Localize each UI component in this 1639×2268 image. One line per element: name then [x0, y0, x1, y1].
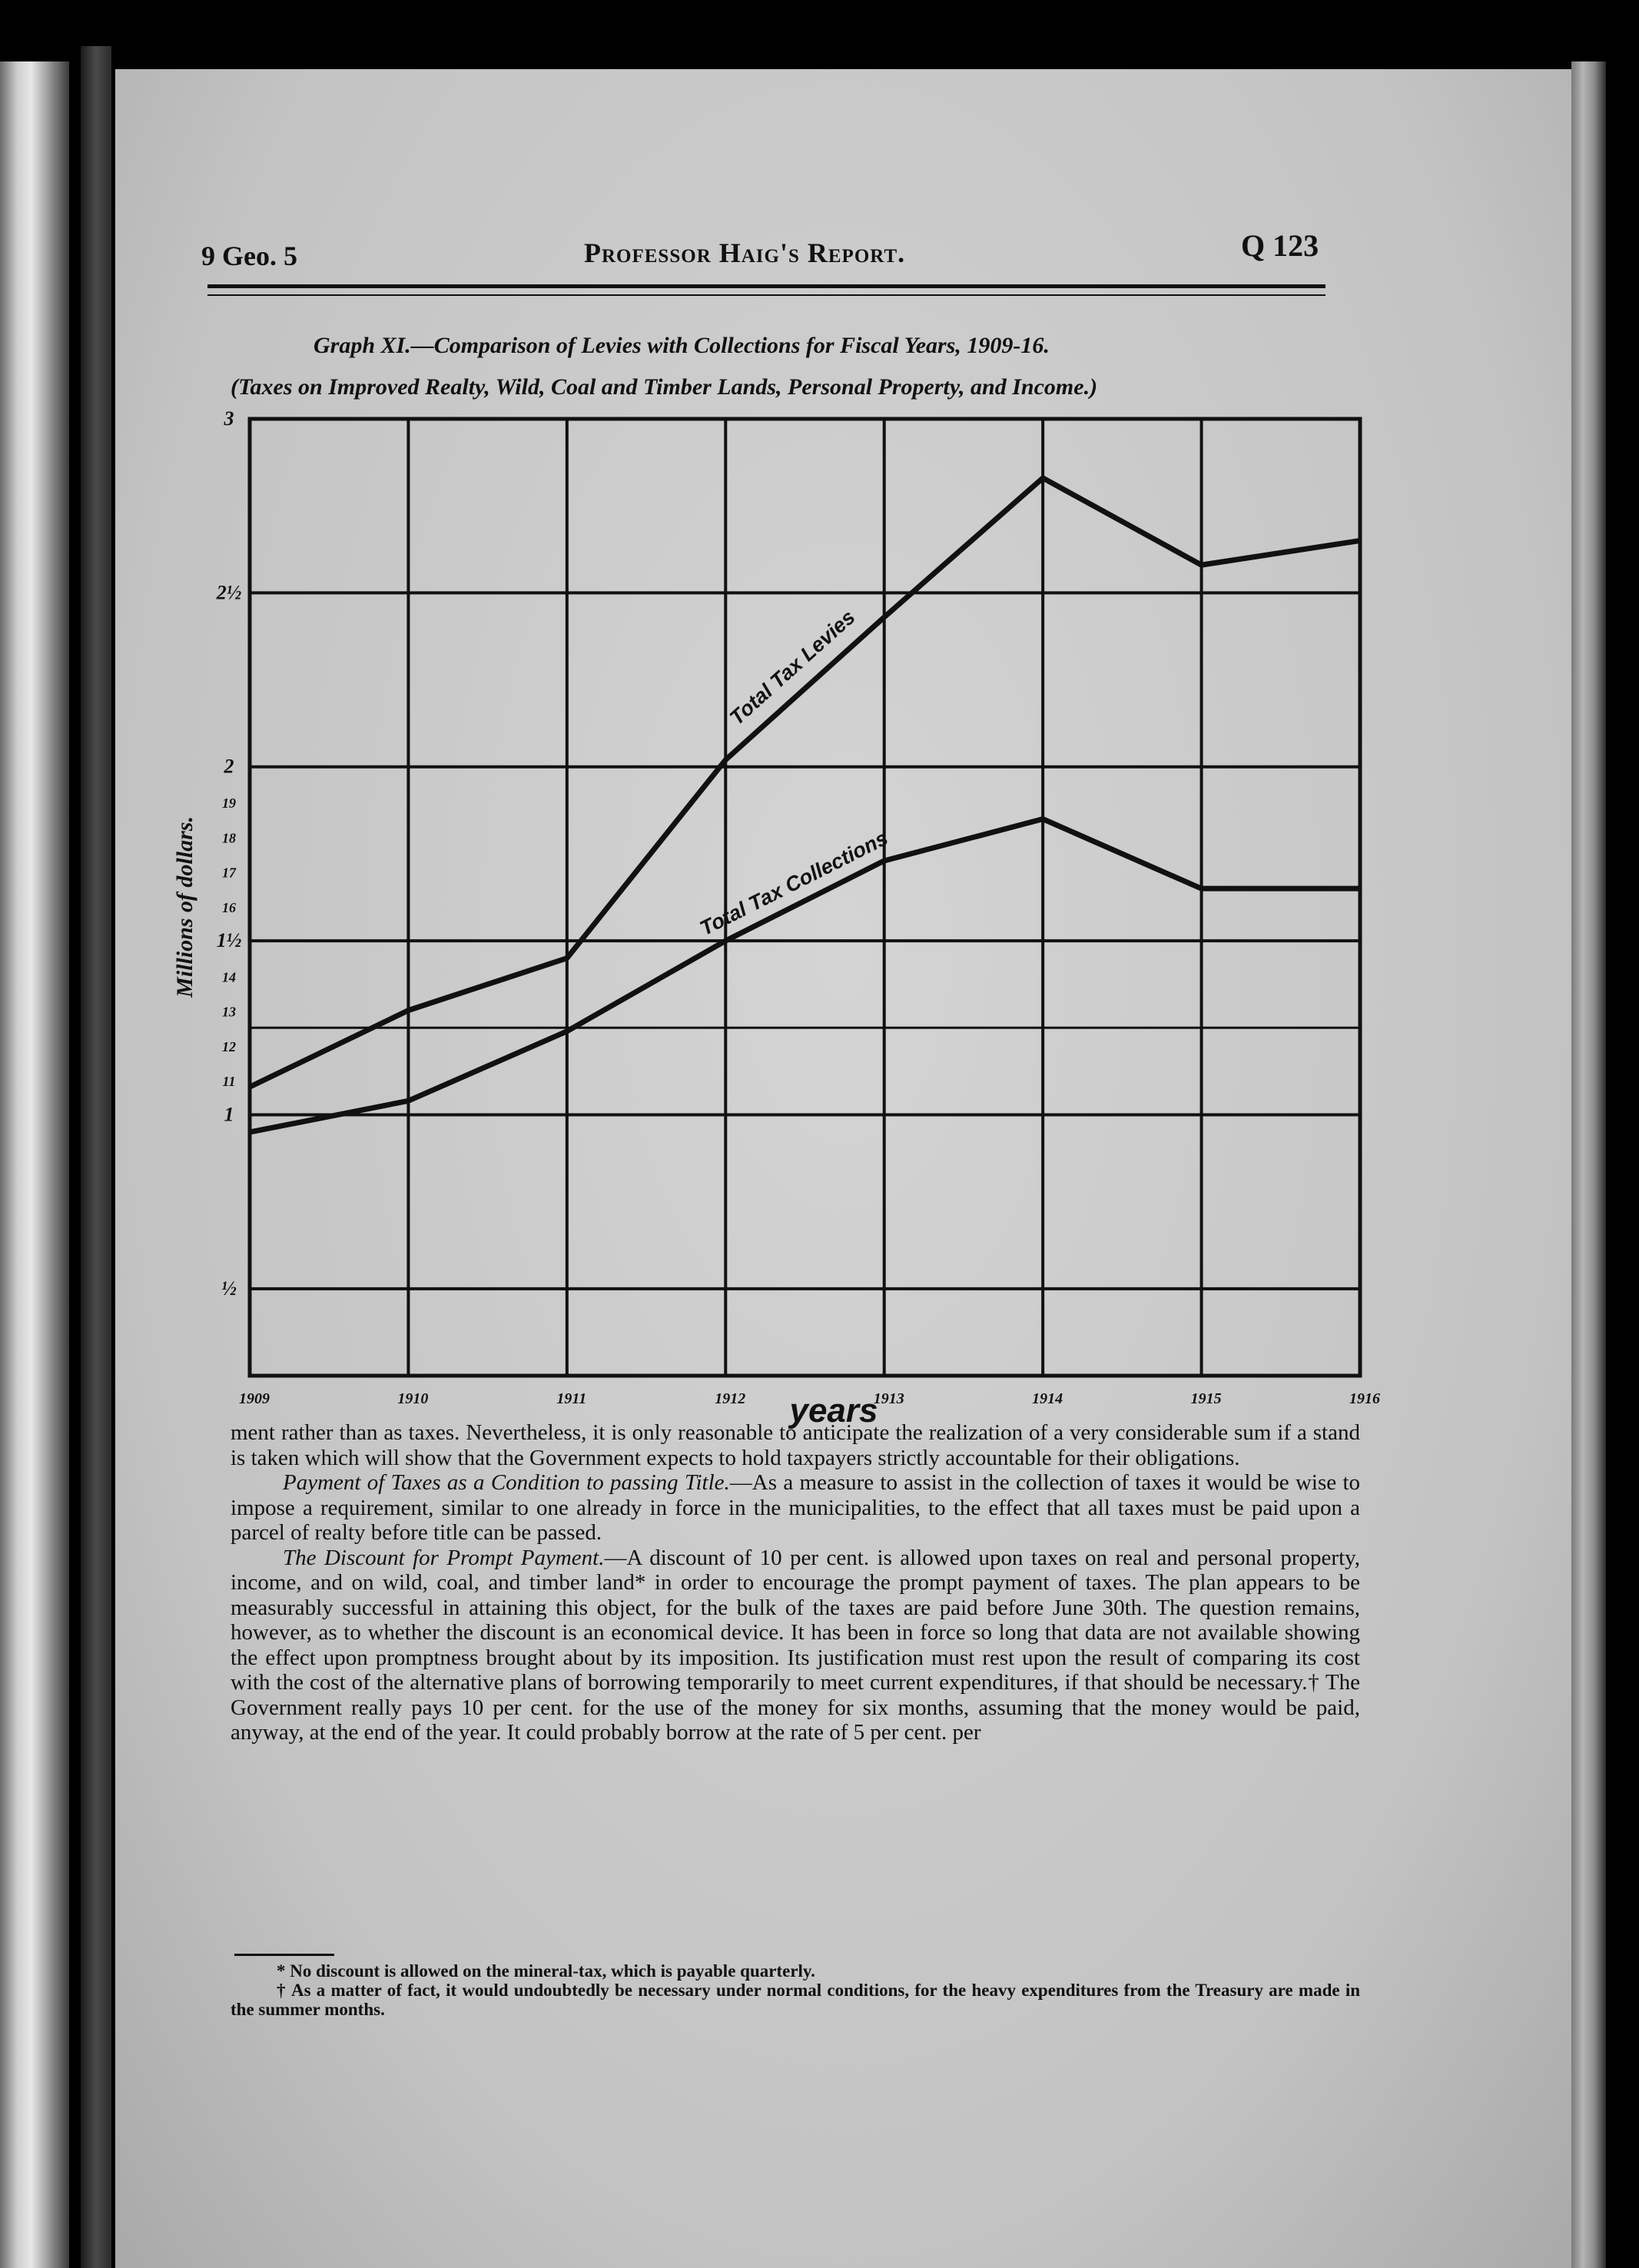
series-label: Total Tax Collections: [696, 826, 892, 941]
x-tick-label: 1911: [556, 1390, 587, 1407]
y-tick-label: 17: [222, 865, 236, 881]
footnote-2: † As a matter of fact, it would undoubtedly be necessary under normal conditions, for the heavy expenditures from the Treasury are made in the summer months.: [231, 1981, 1360, 2019]
x-tick-label: 1912: [715, 1390, 746, 1407]
paragraph-2-text: —As a measure to assist in the collection of taxes it would be wise to impose a requirement, similar to one already in force in the municipalities, to the effect that all taxes must be paid upon a parcel of realty before title can be passed.: [231, 1470, 1360, 1545]
y-tick-label: 2: [224, 755, 234, 778]
footnote-rule: [234, 1954, 334, 1956]
x-tick-label: 1909: [239, 1390, 270, 1407]
x-tick-label: 1916: [1349, 1390, 1380, 1407]
x-tick-label: 1910: [397, 1390, 429, 1407]
graph-subtitle: (Taxes on Improved Realty, Wild, Coal and Timber Lands, Personal Property, and Income.): [231, 374, 1098, 400]
y-tick-label: 1: [224, 1103, 234, 1126]
series-line: [250, 478, 1360, 1087]
y-tick-label: 14: [222, 969, 236, 985]
paragraph-2-heading: Payment of Taxes as a Condition to passing Title.: [283, 1470, 730, 1495]
paragraph-3: [231, 1546, 1360, 1745]
y-tick-label: 2½: [216, 581, 242, 604]
footnote-1: * No discount is allowed on the mineral-tax, which is payable quarterly.: [277, 1961, 815, 1981]
y-tick-label: 19: [222, 795, 236, 811]
y-tick-label: 18: [222, 830, 236, 846]
y-tick-label: ½: [221, 1277, 237, 1300]
x-tick-label: 1915: [1190, 1390, 1222, 1407]
body-text: [231, 1420, 1360, 1745]
header-title: Professor Haig's Report.: [584, 237, 906, 268]
header-session: 9 Geo. 5: [201, 241, 297, 271]
y-tick-label: 11: [222, 1074, 236, 1090]
y-tick-label: 12: [222, 1038, 236, 1054]
y-tick-label: 1½: [216, 929, 242, 952]
y-tick-label: 16: [222, 899, 236, 915]
y-axis-label: Millions of dollars.: [172, 816, 197, 998]
x-tick-label: 1914: [1032, 1390, 1063, 1407]
graph-title: Graph XI.—Comparison of Levies with Collections for Fiscal Years, 1909-16.: [314, 333, 1050, 358]
y-tick-label: 13: [222, 1004, 236, 1020]
x-tick-label: 1913: [873, 1390, 904, 1407]
y-tick-label: 3: [224, 407, 234, 430]
header-page-number: Q 123: [1241, 228, 1319, 263]
paragraph-3-heading: The Discount for Prompt Payment.: [283, 1545, 605, 1570]
x-axis-label: years: [789, 1392, 878, 1430]
paragraph-1: ment rather than as taxes. Nevertheless, it is only reasonable to anticipate the realization of a very considerable sum if a stand is taken which will show that the Government expects to hold taxpayers strictly accountable for their obligations.: [231, 1420, 1360, 1470]
paragraph-3-text: —A discount of 10 per cent. is allowed upon taxes on real and personal property, income, and on wild, coal, and timber land* in order to encourage the prompt payment of taxes. The plan appears to be measurably successful in attaining this object, for the bulk of the taxes are paid before June 30th. The question remains, however, as to whether the discount is an economical device. It has been in force so long that data are not available showing the effect upon promptness brought about by its imposition. Its justification must rest upon the result of comparing its cost with the cost of the alternative plans of borrowing temporarily to meet current expenditures, if that should be necessary.† The Government really pays 10 per cent. for the use of the money for six months, assuming that the money would be paid, anyway, at the end of the year. It could probably borrow at the rate of 5 per cent. per: [231, 1545, 1360, 1745]
paragraph-2: [231, 1470, 1360, 1546]
series-label: Total Tax Levies: [725, 605, 860, 730]
